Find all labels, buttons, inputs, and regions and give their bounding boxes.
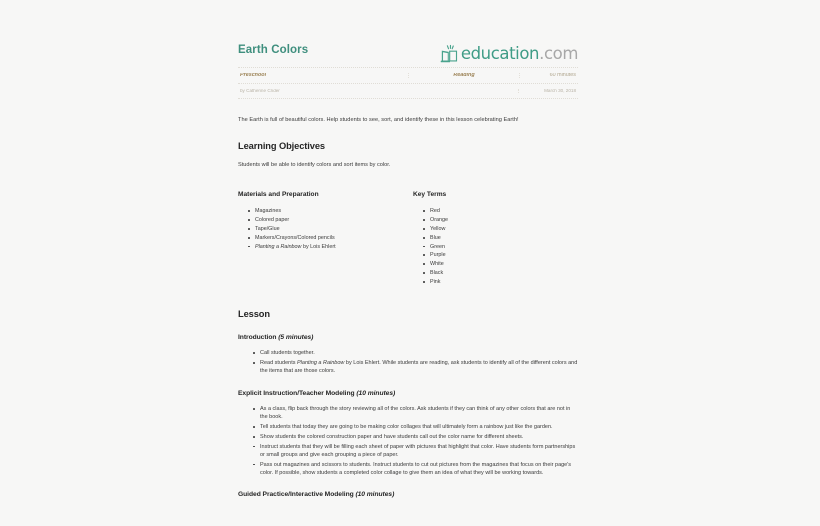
document-header (238, 0, 578, 99)
lesson-step-duration: (5 minutes) (278, 334, 314, 342)
materials-list (238, 207, 413, 251)
materials-heading: Materials and Preparation (238, 191, 319, 199)
lesson-step-heading: Guided Practice/Interactive Modeling (10 minutes) (238, 491, 395, 499)
list-item: Tell students that today they are going to be making color collages that will ultimately form a rainbow just like the garden. (260, 423, 578, 431)
lesson-duration: 60 minutes (549, 72, 576, 78)
lesson-step-heading: Explicit Instruction/Teacher Modeling (10 minutes) (238, 389, 396, 397)
key-terms-heading: Key Terms (413, 191, 447, 199)
lesson-step-list (238, 349, 578, 375)
lesson-sections (238, 334, 578, 499)
lesson-step-duration: (10 minutes) (355, 491, 395, 499)
list-item: Red (430, 207, 578, 215)
list-item: Read students Planting a Rainbow by Lois Ehlert. While students are reading, ask students to identify all of the different colors and the items that are those colors. (260, 360, 578, 375)
materials-column (238, 191, 413, 287)
open-book-icon (439, 44, 460, 65)
list-item: Call students together. (260, 349, 578, 357)
lesson-step-heading: Introduction (5 minutes) (238, 334, 314, 342)
list-item: Planting a Rainbow by Lois Ehlert (255, 243, 413, 251)
list-item: Markers/Crayons/Colored pencils (255, 234, 413, 242)
publish-date: March 30, 2018 (544, 88, 576, 93)
lesson-step-list (238, 405, 578, 477)
metadata-row-secondary (238, 84, 578, 99)
list-item: Orange (430, 216, 578, 224)
logo-wordmark: education (460, 43, 540, 63)
metadata-row-primary (238, 67, 578, 84)
list-item: Magazines (255, 207, 413, 215)
learning-objectives-text: Students will be able to identify colors and sort items by color. (238, 162, 391, 169)
list-item: Yellow (430, 225, 578, 233)
author-byline: by Catherine Crider (238, 89, 519, 94)
list-item: Pass out magazines and scissors to students. Instruct students to cut out pictures from the magazines that focus on their page's color. If possible, show students a completed color collage to give them an idea of what they will be working towards. (260, 461, 578, 478)
list-item: White (430, 260, 578, 268)
logo-tld: .com (539, 43, 578, 63)
list-item: Show students the colored construction paper and have students call out the color name for different sheets. (260, 433, 578, 441)
materials-and-key-terms (238, 191, 578, 287)
lesson-heading: Lesson (238, 308, 270, 319)
key-terms-list (413, 207, 578, 286)
lesson-step-duration: (10 minutes) (356, 389, 396, 397)
list-item: Purple (430, 251, 578, 259)
list-item: Colored paper (255, 216, 413, 224)
list-item: As a class, flip back through the story reviewing all of the colors. Ask students if they can think of any other colors that are not in the book. (260, 405, 578, 422)
subject-area: Reading (409, 73, 520, 78)
grade-level: Preschool (238, 73, 409, 78)
list-item: Instruct students that they will be filling each sheet of paper with pictures that highlight that color. Have students form partnerships or small groups and give each grouping a piece of paper. (260, 443, 578, 460)
list-item: Blue (430, 234, 578, 242)
list-item: Green (430, 243, 578, 251)
lesson-plan-page (238, 0, 578, 499)
key-terms-column (413, 191, 578, 287)
list-item: Pink (430, 278, 578, 286)
list-item: Tape/Glue (255, 225, 413, 233)
list-item: Black (430, 269, 578, 277)
page-title: Earth Colors (238, 44, 309, 56)
education-dot-com-logo[interactable] (439, 43, 578, 65)
learning-objectives-heading: Learning Objectives (238, 140, 325, 151)
intro-paragraph: The Earth is full of beautiful colors. Help students to see, sort, and identify these in this lesson celebrating Earth! (238, 116, 519, 123)
